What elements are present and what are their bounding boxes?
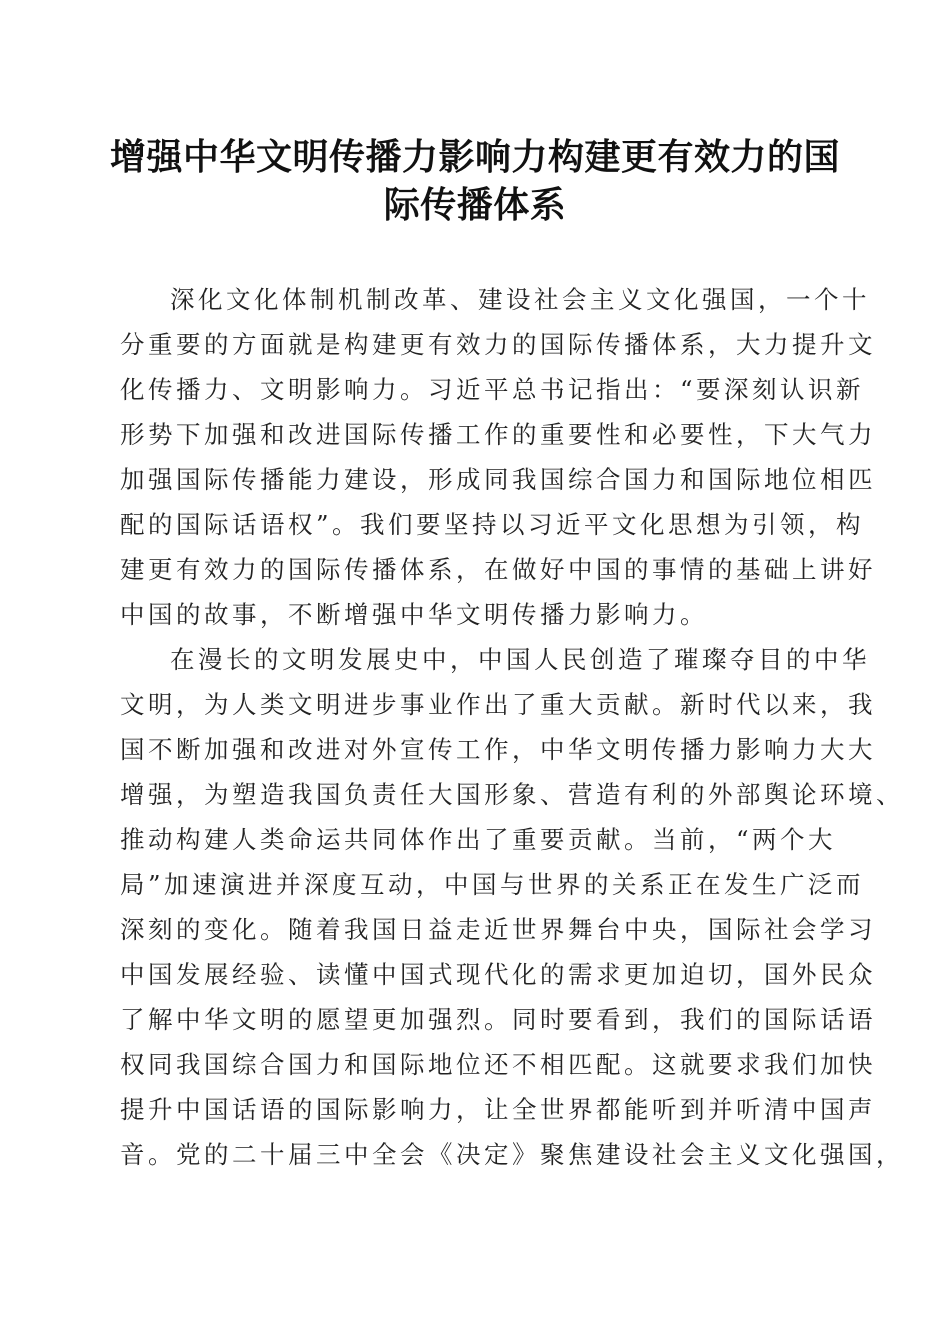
paragraph-line: 分重要的方面就是构建更有效力的国际传播体系，大力提升文 [120, 330, 876, 359]
paragraph-line: 深化文化体制机制改革、建设社会主义文化强国，一个十 [170, 285, 870, 314]
paragraph-line: 提升中国话语的国际影响力，让全世界都能听到并听清中国声 [120, 1095, 876, 1124]
paragraph-line: 国不断加强和改进对外宣传工作，中华文明传播力影响力大大 [120, 735, 876, 764]
paragraph-line: 权同我国综合国力和国际地位还不相匹配。这就要求我们加快 [120, 1050, 876, 1079]
paragraph-line: 局”加速演进并深度互动，中国与世界的关系正在发生广泛而 [120, 870, 865, 899]
title-line-2: 际传播体系 [383, 184, 567, 226]
paragraph-line: 加强国际传播能力建设，形成同我国综合国力和国际地位相匹 [120, 465, 876, 494]
paragraph-line: 配的国际话语权”。我们要坚持以习近平文化思想为引领，构 [120, 510, 865, 539]
paragraph-line: 化传播力、文明影响力。习近平总书记指出：“要深刻认识新 [120, 375, 865, 404]
paragraph-2 [120, 637, 904, 1177]
paragraph-line: 建更有效力的国际传播体系，在做好中国的事情的基础上讲好 [120, 555, 876, 584]
document-body [120, 277, 904, 1177]
paragraph-line: 形势下加强和改进国际传播工作的重要性和必要性，下大气力 [120, 420, 876, 449]
paragraph-line: 增强，为塑造我国负责任大国形象、营造有利的外部舆论环境、 [120, 780, 904, 809]
paragraph-line: 音。党的二十届三中全会《决定》聚焦建设社会主义文化强国， [120, 1140, 904, 1169]
title-line-1: 增强中华文明传播力影响力构建更有效力的国 [110, 136, 841, 178]
paragraph-line: 中国的故事，不断增强中华文明传播力影响力。 [120, 600, 708, 629]
paragraph-line: 推动构建人类命运共同体作出了重要贡献。当前，“两个大 [120, 825, 837, 854]
paragraph-line: 了解中华文明的愿望更加强烈。同时要看到，我们的国际话语 [120, 1005, 876, 1034]
paragraph-line: 在漫长的文明发展史中，中国人民创造了璀璨夺目的中华 [170, 645, 870, 674]
paragraph-1 [120, 277, 876, 637]
paragraph-line: 文明，为人类文明进步事业作出了重大贡献。新时代以来，我 [120, 690, 876, 719]
paragraph-line: 深刻的变化。随着我国日益走近世界舞台中央，国际社会学习 [120, 915, 876, 944]
document-title [110, 133, 840, 229]
paragraph-line: 中国发展经验、读懂中国式现代化的需求更加迫切，国外民众 [120, 960, 876, 989]
